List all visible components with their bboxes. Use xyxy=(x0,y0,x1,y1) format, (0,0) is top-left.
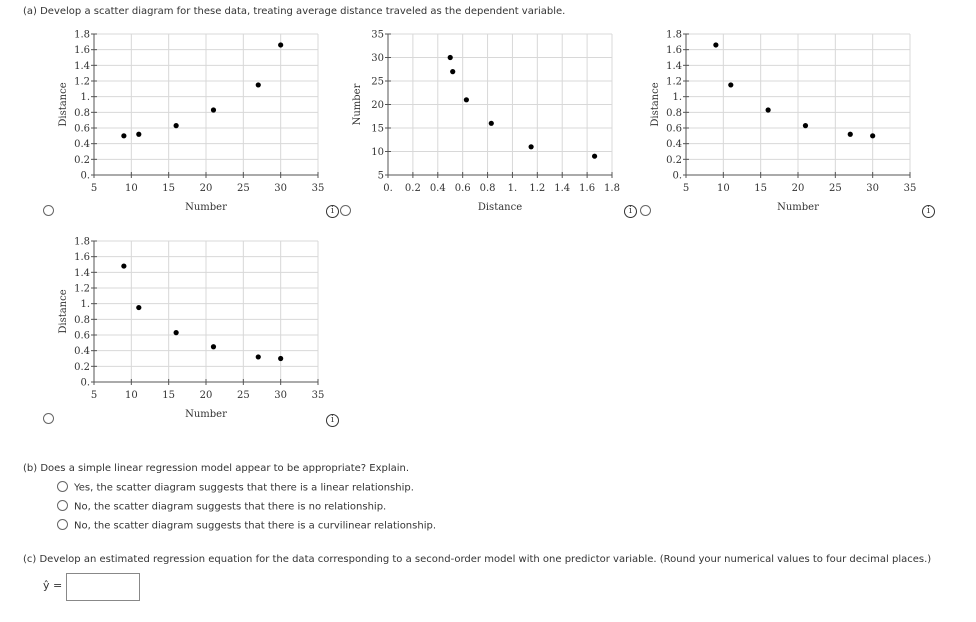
choice-radio-plot-4[interactable] xyxy=(43,413,54,424)
x-tick-label: 0.6 xyxy=(454,183,471,194)
radio-button[interactable] xyxy=(57,519,68,530)
info-icon[interactable]: i xyxy=(326,414,339,427)
regression-equation-input[interactable] xyxy=(66,573,140,601)
data-point xyxy=(592,154,597,159)
x-tick-label: 25 xyxy=(828,183,842,194)
choice-radio-plot-2[interactable] xyxy=(340,205,351,216)
data-point xyxy=(121,133,126,138)
y-tick-label: 1.8 xyxy=(74,29,90,41)
y-tick-label: 30 xyxy=(371,53,384,64)
data-point xyxy=(174,330,179,335)
x-axis-label: Distance xyxy=(477,202,523,213)
x-tick-label: 15 xyxy=(754,183,768,194)
x-tick-label: 5 xyxy=(682,183,690,194)
info-icon[interactable]: i xyxy=(326,205,339,218)
x-tick-label: 0. xyxy=(383,183,393,194)
y-axis-label: Number xyxy=(352,83,363,126)
y-tick-label: 1.4 xyxy=(74,60,90,72)
x-tick-label: 5 xyxy=(90,390,98,401)
info-icon[interactable]: i xyxy=(624,205,637,218)
x-tick-label: 1.8 xyxy=(604,183,620,194)
x-tick-label: 10 xyxy=(124,390,138,401)
x-tick-label: 10 xyxy=(124,183,138,194)
x-axis-label: Number xyxy=(777,202,819,213)
y-tick-label: 1.2 xyxy=(666,76,682,88)
part-c-prompt: (c) Develop an estimated regression equation for the data corresponding to a second-order model with one predictor variable. (Round your numerical values to four decimal places.) xyxy=(23,554,932,565)
option-label: No, the scatter diagram suggests that there is a curvilinear relationship. xyxy=(74,520,437,532)
y-tick-label: 0.4 xyxy=(74,346,90,358)
y-tick-label: 0.4 xyxy=(666,139,682,151)
x-tick-label: 35 xyxy=(311,183,325,194)
data-point xyxy=(278,42,283,47)
y-tick-label: 1.8 xyxy=(666,29,682,41)
x-tick-label: 25 xyxy=(236,390,250,401)
info-icon[interactable]: i xyxy=(922,205,935,218)
x-axis-label: Number xyxy=(185,202,227,213)
data-point xyxy=(211,107,216,112)
data-point xyxy=(448,55,453,60)
y-tick-label: 0. xyxy=(80,170,90,182)
y-tick-label: 1.2 xyxy=(74,283,90,295)
data-point xyxy=(256,354,261,359)
data-point xyxy=(489,121,494,126)
choice-radio-plot-3[interactable] xyxy=(640,205,651,216)
y-axis-label: Distance xyxy=(58,289,69,334)
scatter-plot-option-1 xyxy=(56,28,336,218)
y-tick-label: 0.2 xyxy=(666,154,682,166)
x-tick-label: 20 xyxy=(791,183,805,194)
y-tick-label: 15 xyxy=(371,123,384,135)
y-tick-label: 25 xyxy=(371,76,384,88)
x-tick-label: 1. xyxy=(507,183,518,194)
x-tick-label: 25 xyxy=(236,183,250,194)
y-tick-label: 1.4 xyxy=(74,267,90,279)
y-tick-label: 0.6 xyxy=(74,330,90,342)
y-tick-label: 0.4 xyxy=(74,139,90,151)
x-tick-label: 10 xyxy=(716,183,730,194)
y-tick-label: 0.6 xyxy=(74,123,90,135)
x-tick-label: 30 xyxy=(274,183,288,194)
option-label: No, the scatter diagram suggests that there is no relationship. xyxy=(74,501,387,513)
y-tick-label: 0.2 xyxy=(74,361,90,373)
x-tick-label: 30 xyxy=(274,390,288,401)
data-point xyxy=(870,133,875,138)
part-a-prompt: (a) Develop a scatter diagram for these data, treating average distance traveled as the dependent variable. xyxy=(23,6,566,17)
data-point xyxy=(121,263,126,268)
data-point xyxy=(174,123,179,128)
y-tick-label: 0.8 xyxy=(74,107,90,119)
data-point xyxy=(766,107,771,112)
y-tick-label: 0.8 xyxy=(666,107,682,119)
y-tick-label: 1.2 xyxy=(74,76,90,88)
y-tick-label: 10 xyxy=(371,147,384,158)
scatter-plot-option-4 xyxy=(56,235,336,425)
data-point xyxy=(464,97,469,102)
data-point xyxy=(278,356,283,361)
radio-button[interactable] xyxy=(57,481,68,492)
y-tick-label: 1.6 xyxy=(74,252,90,264)
y-tick-label: 1. xyxy=(672,92,682,104)
scatter-plot-option-3 xyxy=(648,28,928,218)
yhat-label: ŷ = xyxy=(43,579,63,592)
y-tick-label: 0. xyxy=(80,377,90,389)
part-b-prompt: (b) Does a simple linear regression model appear to be appropriate? Explain. xyxy=(23,463,410,474)
data-point xyxy=(713,42,718,47)
y-tick-label: 0. xyxy=(672,170,682,182)
part-b-option-1[interactable] xyxy=(57,482,414,494)
y-tick-label: 35 xyxy=(371,29,384,41)
x-tick-label: 20 xyxy=(199,390,213,401)
y-tick-label: 0.6 xyxy=(666,123,682,135)
y-tick-label: 5 xyxy=(377,170,384,182)
data-point xyxy=(256,82,261,87)
part-b-option-2[interactable] xyxy=(57,501,386,513)
x-tick-label: 0.8 xyxy=(479,183,496,194)
y-tick-label: 1.6 xyxy=(74,45,90,57)
x-tick-label: 30 xyxy=(866,183,880,194)
choice-radio-plot-1[interactable] xyxy=(43,205,54,216)
x-tick-label: 35 xyxy=(903,183,917,194)
x-tick-label: 1.6 xyxy=(579,183,596,194)
y-tick-label: 20 xyxy=(371,100,384,111)
y-tick-label: 1. xyxy=(80,92,90,104)
data-point xyxy=(450,69,455,74)
y-tick-label: 1.4 xyxy=(666,60,682,72)
x-tick-label: 1.2 xyxy=(529,183,546,194)
x-tick-label: 0.4 xyxy=(429,183,446,194)
scatter-plot-option-2 xyxy=(350,28,630,218)
part-b-option-3[interactable] xyxy=(57,520,436,532)
data-point xyxy=(848,132,853,137)
data-point xyxy=(211,344,216,349)
x-axis-label: Number xyxy=(185,409,227,420)
data-point xyxy=(529,144,534,149)
data-point xyxy=(136,305,141,310)
y-tick-label: 1.6 xyxy=(666,45,682,57)
radio-button[interactable] xyxy=(57,500,68,511)
x-tick-label: 20 xyxy=(199,183,213,194)
x-tick-label: 0.2 xyxy=(404,183,421,194)
x-tick-label: 5 xyxy=(90,183,98,194)
x-tick-label: 15 xyxy=(162,183,176,194)
y-tick-label: 0.2 xyxy=(74,154,90,166)
y-axis-label: Distance xyxy=(58,82,69,127)
y-tick-label: 1. xyxy=(80,299,90,311)
y-tick-label: 0.8 xyxy=(74,314,90,326)
data-point xyxy=(803,123,808,128)
y-tick-label: 1.8 xyxy=(74,236,90,248)
x-tick-label: 35 xyxy=(311,390,325,401)
data-point xyxy=(136,132,141,137)
y-axis-label: Distance xyxy=(650,82,661,127)
option-label: Yes, the scatter diagram suggests that there is a linear relationship. xyxy=(74,482,414,494)
data-point xyxy=(728,82,733,87)
x-tick-label: 15 xyxy=(162,390,176,401)
x-tick-label: 1.4 xyxy=(554,183,571,194)
